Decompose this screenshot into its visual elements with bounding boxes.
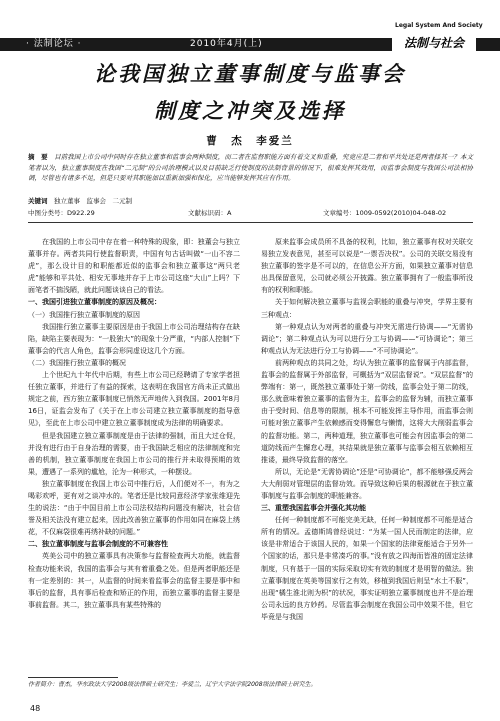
abstract-label: 摘 要 [28, 153, 48, 161]
paragraph: 但是我国建立独立董事制度是由于法律的强制，而且大过仓促，并没有进行由于自身治理的需要，由于我国缺乏相应的法律制度和完善的机制，独立董事制度在我国上市公司的推行并未取得预期的效果，遭遇了一系列的尴尬，沦为一种形式，一种摆设。 [28, 431, 240, 476]
paragraph: 关于如何解决独立董事与监视会职能的重叠与冲突，学界主要有三种观点： [261, 298, 473, 319]
magazine-english-title: Legal System And Society [395, 22, 483, 29]
clc-number: 中图分类号：D922.29 [28, 209, 95, 217]
article-number: 文章编号：1009-0592(2010)04-048-02 [323, 209, 447, 217]
authors: 曹 杰 李爱兰 [206, 135, 294, 147]
paragraph: 上个世纪九十年代中后期，有些上市公司已经聘请了专家学者担任独立董事，并进行了有益的探索，这表明在我国官方尚未正式做出规定之前，西方独立董事制度已悄然无声地传入到我国。2001年8月16日，证监会发布了《关于在上市公司建立独立董事制度的指导意见》，至此在上市公司中建立独立董事制度成为法律的明确要求。 [28, 371, 240, 428]
document-code: 文献标识码：A [188, 209, 232, 217]
issue-date: 2010年4月(上) [190, 39, 263, 49]
paragraph: 我国推行独立董事主要原因是由于我国上市公司治理结构存在缺陷，缺陷主要表现为：“一股独大”的现象十分严重，“内部人控制”下董事会的代言人角色，监事会形同虚设这几个方面。 [28, 322, 240, 355]
left-column [28, 236, 240, 611]
section-heading: 二、独立董事制度与监事会制度的不可兼容性 [28, 540, 168, 549]
header-divider [28, 222, 473, 223]
magazine-logo: 法制与社会 [392, 34, 476, 52]
paragraph: 前两种观点的共同之处，均认为独立董事的监督属于内部监督，监事会的监督属于外部监督，可概括为“双层监督说”。“双层监督”的弊端有：第一，既然独立董事处于第一防线，监事会处于第二防线，那么就意味着独立董事的监督为主，监事会的监督为辅，而独立董事由于受时间、信息等的限制，根本不可能发挥主导作用，而监事会则可能对独立董事产生依赖感而变得懈怠与懒惰，这将大大削弱监事会的监督功能。第二，两种道理，独立董事也可能会有因监事会的第二道防线而产生懈怠心理，其结果就是独立董事与监事会相互依赖相互推诿，最终导致监督的落空。 [261, 358, 473, 464]
keywords-text: 独立董事 监事会 二元制 [54, 197, 132, 205]
author-footnote: 作者简介：曹杰，华东政法大学2008级法律硕士研究生；李爱兰，辽宁大学法学院2008级法律硕士研究生。 [28, 681, 317, 688]
paragraph: 原来监事会成员所不具备的权利，比如，独立董事有权对关联交易独立发表意见，甚至可以说是“一票否决权”。公司的关联交易没有独立董事的签字是不可以的，在信息公开方面，如果独立董事对信息出具保留意见，公司就必须公开披露。独立董事拥有了一般监事所没有的权利和职能。 [261, 238, 473, 295]
paragraph: 第一种观点认为对两者的重叠与冲突无需进行协调——“无需协调论”；第二种观点认为可以进行分工与协调——“可协调论”；第三种观点认为无法进行分工与协调——“不可协调论”。 [261, 322, 473, 355]
subsection-heading: （二）我国推行独立董事的概况 [28, 358, 126, 367]
paragraph: 英美公司中的独立董事具有决策参与监督检查两大功能，就监督检查功能来说，我国的监事会与其有着重叠之处。但是两者职能还是有一定差别的：其一，从监督的时间来看监事会的监督主要是事中和事后的监督，具有事后检查和矫正的作用，而独立董事的监督主要是事前监督。其二，独立董事具有某些特殊的 [28, 552, 240, 609]
article-title-line-1: 论我国独立董事制度与监事会 [94, 61, 406, 86]
section-heading: 三、重塑我国监事会并强化其功能 [261, 504, 366, 513]
paragraph: 独立董事制度在我国上市公司中推行后，人们便对不一，有为之喝彩欢呼，更有对之谈冲水的。笔者还是比较同意经济学家张维迎先生的说法：“由于中国目前上市公司法权结构问题没有解决，社会信誉及相关法没有建立起来，因此改善独立董事的作用如同在麻袋上绣花，不仅麻袋很难再绣补缺的问题。” [28, 479, 240, 537]
abstract-text: 目前我国上市公司中同时存在独立董事和监事会两种制度，而二者在监督职能方面有着交叉和重叠，究竟应是二者和平共处还是两者择其一？本文笔者以为，独立董事制度在我国“二元制”的公司治理模式以及目前缺乏行使制度的法制背景的情况下，很难发挥其效用，而监事会制度与我国公司法相协调，尽管也有诸多不足，但是只要对其职能加以重新加强和保化，应当能够发挥其应有作用。 [28, 153, 474, 182]
footnote-divider [28, 677, 118, 678]
section-heading: 一、我国引进独立董事制度的原因及概况： [28, 298, 161, 307]
subsection-heading: （一）我国推行独立董事制度的原因 [28, 310, 140, 319]
keywords [28, 196, 473, 206]
keywords-label: 关键词 [28, 197, 48, 205]
article-title-line-2: 制度之冲突及选择 [154, 98, 346, 123]
paragraph: 任何一种制度都不可能完美无缺，任何一种制度都不可能是适合所有的情况。孟德斯鸠曾经说过：“为某一国人民而制定的法律，应该是非常适合于该国人民的，如果一个国家的法律竟能适合于另外一个国家的话，那只是非常凑巧的事。”没有放之四海而皆准的固定法律制度，只有基于一国的实际采取切实有效的制度才是明智的做法。独立董事制度在英美等国家行之有效，移植到我国后则呈“水土不服”，出现“橘生淮北则为枳”的状况，事实证明独立董事制度也并不是治理公司永远的良方妙药。尽管监事会制度在我国公司中效果不佳，但它毕竟是与我国 [261, 516, 473, 621]
right-column [261, 236, 473, 623]
column-name: · 法制论坛 · [26, 39, 82, 49]
paragraph: 所以，无论是“无需协调论”还是“可协调论”，都不能够强反两会大大削弱对管理层的监督功效。而导致这种后果的根源就在于独立董事制度与监事会制度的职能兼容。 [261, 467, 473, 500]
page-number: 48 [30, 704, 41, 713]
abstract [28, 152, 473, 184]
paragraph: 在我国的上市公司中存在着一种特殊的现象，即：独董会与独立董事并存。两者共同行使监督职责，中国有句古话叫做“一山不容二虎”，那么设计目的和职能都近似的监事会和独立董事这“两只老虎”能够和平共处、相安无事地并存于上市公司这座“大山”上吗？下面笔者不揣浅陋，就此问题谈谈自己的看法。 [28, 238, 240, 295]
